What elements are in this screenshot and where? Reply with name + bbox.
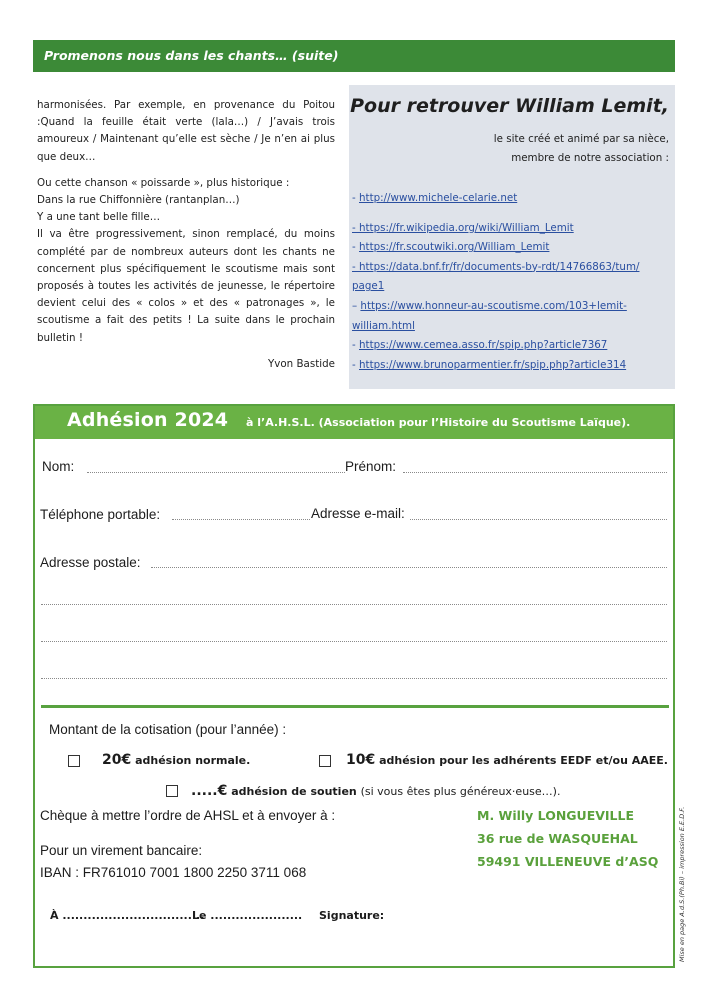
link-url[interactable]: - https://fr.wikipedia.org/wiki/William_Lemit — [352, 221, 574, 234]
form-subtitle: à l’A.H.S.L. (Association pour l’Histoire du Scoutisme Laïque). — [246, 416, 631, 429]
iban: IBAN : FR761010 7001 1800 2250 3711 068 — [40, 865, 307, 880]
link-url[interactable]: - https://data.bnf.fr/fr/documents-by-rdt/14766863/tum/ — [352, 260, 640, 273]
link-item[interactable]: - https://fr.scoutwiki.org/William_Lemit — [352, 241, 550, 254]
link-item[interactable]: - https://www.brunoparmentier.fr/spip.php?article314 — [352, 358, 627, 371]
article-paragraph-2: Il va être progressivement, sinon remplacé, du moins complété par de nombreux auteurs dont les chants ne concernent plus spécifiquement le scoutisme mais sont proposés à toutes les activités de jeunesse, le répertoire devient celui des « colos » et des « patronages », le scoutisme a fait des petits ! La suite dans le prochain bulletin ! — [37, 228, 335, 344]
adresse-field-line-4[interactable] — [41, 678, 667, 679]
link-item[interactable] — [352, 219, 670, 239]
section-banner — [33, 40, 675, 72]
link-url[interactable]: http://www.michele-celarie.net — [359, 192, 518, 204]
form-divider — [41, 705, 669, 708]
article-line-2: Dans la rue Chiffonnière (rantanplan…) — [37, 194, 240, 207]
adresse-label: Adresse postale: — [40, 555, 141, 570]
link-list — [352, 189, 670, 375]
prenom-field[interactable] — [403, 472, 667, 473]
nom-label: Nom: — [42, 459, 75, 474]
link-item[interactable]: – https://www.honneur-au-scoutisme.com/103+lemit- — [352, 299, 627, 312]
article-paragraph-1: harmonisées. Par exemple, en provenance du Poitou :Quand la feuille était verte (lala…) / J’avais trois amoureux / Maintenant qu’elle est sèche / Je n’en ai plus que deux… — [37, 99, 335, 163]
link-url[interactable]: https://fr.scoutwiki.org/William_Lemit — [359, 241, 550, 254]
article-line-1: Ou cette chanson « poissarde », plus historique : — [37, 176, 290, 189]
link-url[interactable]: https://www.cemea.asso.fr/spip.php?article7367 — [359, 339, 608, 352]
telephone-field[interactable] — [172, 519, 310, 520]
option-20-checkbox[interactable] — [68, 755, 80, 767]
article-author: Yvon Bastide — [268, 357, 335, 370]
link-url[interactable]: william.html — [352, 319, 415, 332]
option-amount: .....€ — [191, 783, 228, 799]
option-10-checkbox[interactable] — [319, 755, 331, 767]
virement-label: Pour un virement bancaire: — [40, 843, 203, 858]
adresse-field-line-1[interactable] — [151, 567, 667, 568]
address-name: M. Willy LONGUEVILLE — [477, 808, 635, 823]
option-amount: 10€ — [346, 752, 376, 768]
date-field[interactable]: Le ...................... — [192, 909, 303, 922]
banner-title: Promenons nous dans les chants… (suite) — [44, 48, 339, 63]
link-url[interactable]: page1 — [352, 280, 385, 293]
sidebox-subtitle-1: le site créé et animé par sa nièce, — [493, 133, 669, 145]
sidebox-title: Pour retrouver William Lemit, — [350, 95, 669, 117]
lemit-links-box — [349, 85, 675, 389]
prenom-label: Prénom: — [345, 459, 397, 474]
link-item[interactable] — [352, 317, 670, 337]
cheque-label: Chèque à mettre l’ordre de AHSL et à envoyer à : — [40, 808, 336, 823]
telephone-label: Téléphone portable: — [40, 507, 161, 522]
print-credit: Mise en page A.d.S.(Ph.Bi) – impression E.E.D.F. — [678, 806, 686, 962]
link-item[interactable] — [352, 277, 670, 297]
option-soutien-checkbox[interactable] — [166, 785, 178, 797]
link-url[interactable]: https://www.honneur-au-scoutisme.com/103+lemit- — [360, 299, 627, 312]
option-soutien — [191, 783, 560, 799]
signature-label: Signature: — [319, 909, 385, 922]
email-label: Adresse e-mail: — [311, 506, 405, 521]
adresse-field-line-3[interactable] — [41, 641, 667, 642]
nom-field[interactable] — [87, 472, 345, 473]
link-url[interactable]: https://www.brunoparmentier.fr/spip.php?article314 — [359, 358, 627, 371]
article-column — [37, 97, 335, 382]
address-city: 59491 VILLENEUVE d’ASQ — [477, 854, 659, 869]
form-header — [35, 406, 673, 439]
address-street: 36 rue de WASQUEHAL — [477, 831, 638, 846]
option-10 — [346, 752, 668, 768]
option-20 — [102, 752, 250, 768]
option-note: (si vous êtes plus généreux·euse…). — [360, 785, 561, 798]
option-text: adhésion de soutien — [231, 785, 357, 798]
place-field[interactable]: À .................................. — [50, 909, 205, 922]
link-item[interactable]: - https://www.cemea.asso.fr/spip.php?article7367 — [352, 339, 608, 352]
montant-label: Montant de la cotisation (pour l’année) : — [49, 722, 287, 737]
option-text: adhésion pour les adhérents EEDF et/ou AAEE. — [379, 754, 668, 767]
article-line-3: Y a une tant belle fille… — [37, 211, 161, 224]
membership-form — [33, 404, 675, 968]
form-title: Adhésion 2024 — [67, 409, 229, 431]
option-amount: 20€ — [102, 752, 132, 768]
link-item[interactable]: - http://www.michele-celarie.net — [352, 192, 518, 204]
adresse-field-line-2[interactable] — [41, 604, 667, 605]
link-item[interactable] — [352, 258, 670, 278]
option-text: adhésion normale. — [135, 754, 251, 767]
sidebox-subtitle-2: membre de notre association : — [511, 152, 669, 164]
email-field[interactable] — [410, 519, 667, 520]
